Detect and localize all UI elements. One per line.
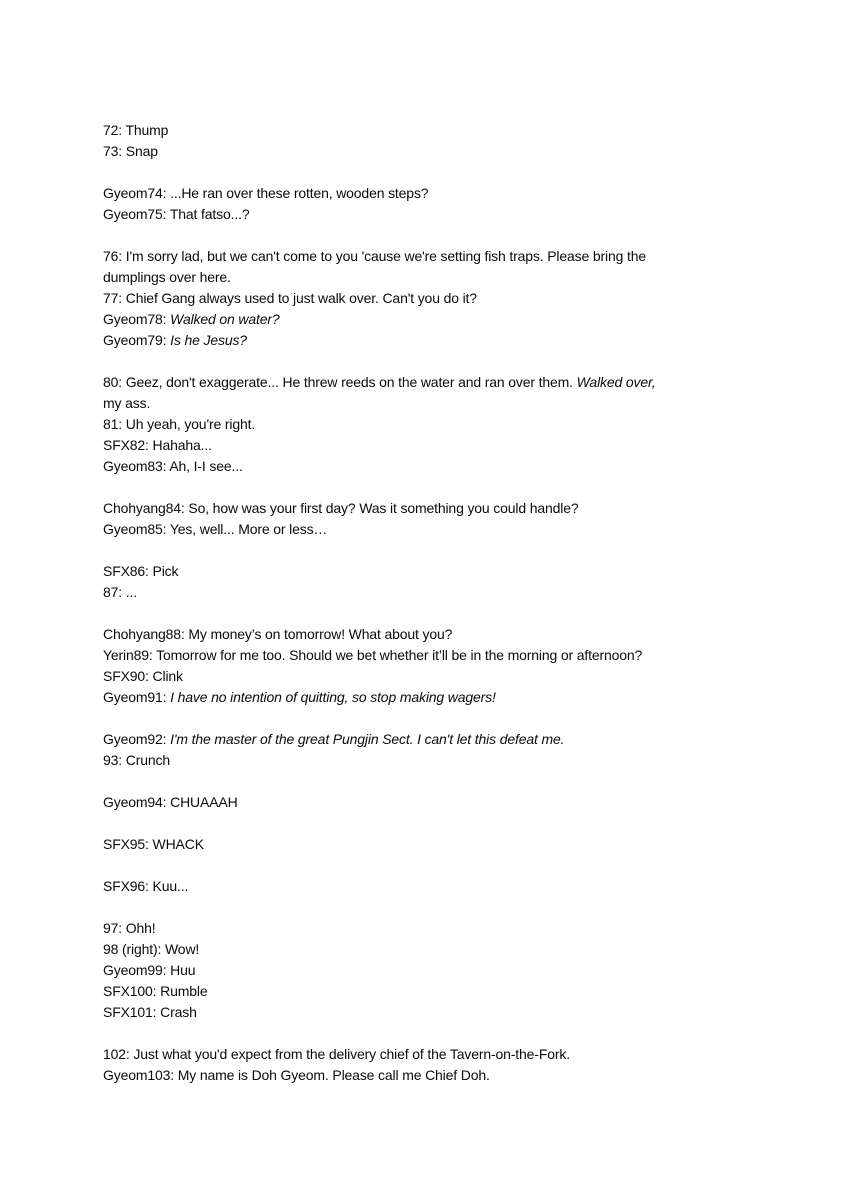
blank-line [103, 603, 753, 624]
script-segment: dumplings over here. [103, 269, 231, 285]
script-line [103, 582, 753, 603]
script-line [103, 1044, 753, 1065]
script-segment: Gyeom92: [103, 731, 171, 747]
script-line [103, 141, 753, 162]
script-segment: Gyeom74: ...He ran over these rotten, wooden steps? [103, 185, 429, 201]
blank-line [103, 708, 753, 729]
script-segment: 76: I'm sorry lad, but we can't come to you 'cause we're setting fish traps. Please bring the [103, 248, 647, 264]
script-segment: 93: Crunch [103, 752, 170, 768]
script-segment: 77: Chief Gang always used to just walk over. Can't you do it? [103, 290, 477, 306]
script-segment: Gyeom99: Huu [103, 962, 196, 978]
script-segment: SFX95: WHACK [103, 836, 204, 852]
script-line [103, 414, 753, 435]
script-line [103, 498, 753, 519]
script-line [103, 183, 753, 204]
script-segment: Chohyang88: My money’s on tomorrow! What about you? [103, 626, 453, 642]
script-line [103, 120, 753, 141]
script-line [103, 645, 753, 666]
script-segment: 81: Uh yeah, you're right. [103, 416, 256, 432]
script-line [103, 372, 753, 393]
script-line [103, 792, 753, 813]
script-segment: SFX100: Rumble [103, 983, 208, 999]
script-segment: SFX90: Clink [103, 668, 183, 684]
script-segment: Gyeom79: [103, 332, 171, 348]
blank-line [103, 855, 753, 876]
script-line [103, 288, 753, 309]
blank-line [103, 225, 753, 246]
script-line [103, 960, 753, 981]
script-line [103, 330, 753, 351]
script-line [103, 246, 753, 267]
script-segment: SFX101: Crash [103, 1004, 197, 1020]
script-segment: 73: Snap [103, 143, 158, 159]
script-segment: Gyeom85: Yes, well... More or less… [103, 521, 328, 537]
blank-line [103, 813, 753, 834]
script-line [103, 435, 753, 456]
script-segment: Gyeom78: [103, 311, 171, 327]
script-segment: Yerin89: Tomorrow for me too. Should we bet whether it’ll be in the morning or afternoon? [103, 647, 643, 663]
script-segment: Gyeom75: That fatso...? [103, 206, 250, 222]
script-line [103, 267, 753, 288]
script-segment: 72: Thump [103, 122, 169, 138]
script-line [103, 624, 753, 645]
script-line [103, 393, 753, 414]
blank-line [103, 897, 753, 918]
script-line [103, 834, 753, 855]
script-line [103, 729, 753, 750]
script-segment-italic: I'm the master of the great Pungjin Sect. I can't let this defeat me. [170, 731, 565, 747]
script-line [103, 981, 753, 1002]
script-line [103, 1002, 753, 1023]
script-line [103, 750, 753, 771]
blank-line [103, 1023, 753, 1044]
script-segment: Chohyang84: So, how was your first day? Was it something you could handle? [103, 500, 579, 516]
script-line [103, 687, 753, 708]
script-segment: Gyeom91: [103, 689, 171, 705]
script-segment-italic: I have no intention of quitting, so stop making wagers! [170, 689, 496, 705]
script-segment: 102: Just what you'd expect from the delivery chief of the Tavern-on-the-Fork. [103, 1046, 570, 1062]
script-segment: 87: ... [103, 584, 137, 600]
blank-line [103, 540, 753, 561]
blank-line [103, 771, 753, 792]
blank-line [103, 162, 753, 183]
script-segment-italic: Walked over, [576, 374, 656, 390]
script-line [103, 309, 753, 330]
script-segment: SFX96: Kuu... [103, 878, 189, 894]
script-line [103, 876, 753, 897]
script-segment: Gyeom83: Ah, I-I see... [103, 458, 243, 474]
script-line [103, 456, 753, 477]
script-segment: my ass. [103, 395, 151, 411]
blank-line [103, 351, 753, 372]
script-line [103, 939, 753, 960]
script-segment: SFX86: Pick [103, 563, 179, 579]
script-segment: Gyeom94: CHUAAAH [103, 794, 238, 810]
script-line [103, 519, 753, 540]
script-segment: SFX82: Hahaha... [103, 437, 212, 453]
script-segment: 98 (right): Wow! [103, 941, 200, 957]
script-text [103, 120, 753, 1086]
script-segment-italic: Walked on water? [170, 311, 280, 327]
script-line [103, 204, 753, 225]
script-line [103, 561, 753, 582]
script-segment: 97: Ohh! [103, 920, 156, 936]
script-segment-italic: Is he Jesus? [170, 332, 247, 348]
script-line [103, 666, 753, 687]
script-line [103, 918, 753, 939]
script-line [103, 1065, 753, 1086]
script-segment: 80: Geez, don't exaggerate... He threw reeds on the water and ran over them. [103, 374, 577, 390]
blank-line [103, 477, 753, 498]
script-segment: Gyeom103: My name is Doh Gyeom. Please call me Chief Doh. [103, 1067, 490, 1083]
